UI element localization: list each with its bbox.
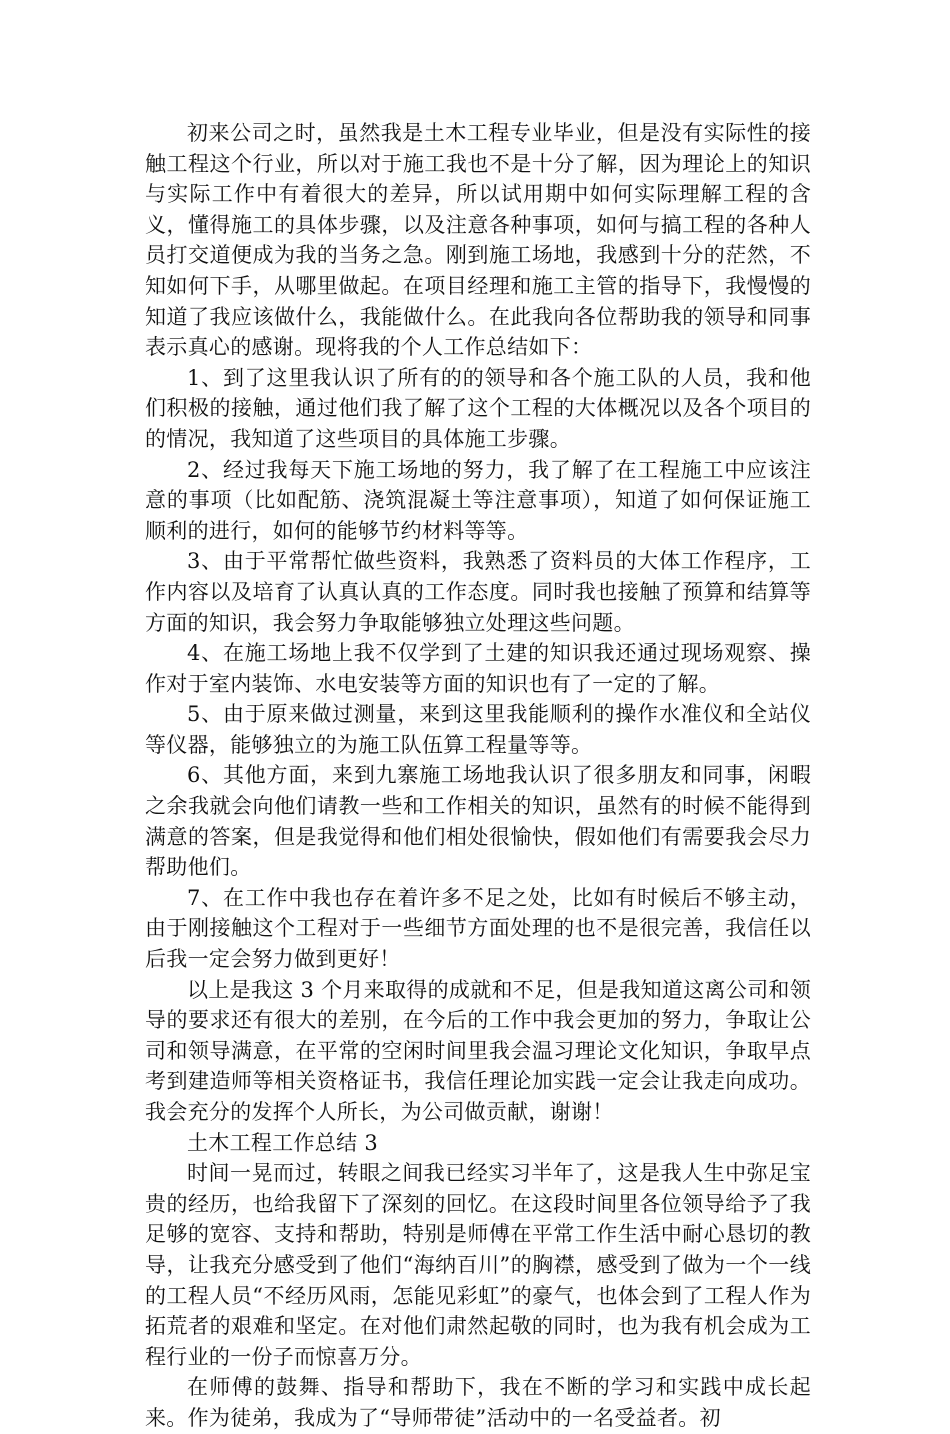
section-paragraph-1: 时间一晃而过，转眼之间我已经实习半年了，这是我人生中弥足宝贵的经历，也给我留下了深刻的回忆。在这段时间里各位领导给予了我足够的宽容、支持和帮助，特别是师傅在平常工作生活中耐心恳切的教导，让我充分感受到了他们“海纳百川”的胸襟，感受到了做为一个一线的工程人员“不经历风雨，怎能见彩虹”的豪气，也体会到了工程人作为拓荒者的艰难和坚定。在对他们肃然起敬的同时，也为我有机会成为工程行业的一份子而惊喜万分。 [145, 1161, 811, 1369]
summary-item-5: 5、由于原来做过测量，来到这里我能顺利的操作水准仪和全站仪等仪器，能够独立的为施工队伍算工程量等等。 [145, 702, 811, 757]
section-heading: 土木工程工作总结 3 [187, 1130, 379, 1155]
summary-item-4: 4、在施工场地上我不仅学到了土建的知识我还通过现场观察、操作对于室内装饰、水电安装等方面的知识也有了一定的了解。 [145, 641, 811, 696]
document-page [145, 118, 811, 1434]
intro-paragraph: 初来公司之时，虽然我是土木工程专业毕业，但是没有实际性的接触工程这个行业，所以对于施工我也不是十分了解，因为理论上的知识与实际工作中有着很大的差异，所以试用期中如何实际理解工程的含义，懂得施工的具体步骤，以及注意各种事项，如何与搞工程的各种人员打交道便成为我的当务之急。刚到施工场地，我感到十分的茫然，不知如何下手，从哪里做起。在项目经理和施工主管的指导下，我慢慢的知道了我应该做什么，我能做什么。在此我向各位帮助我的领导和同事表示真心的感谢。现将我的个人工作总结如下： [145, 121, 811, 360]
section-paragraph-2: 在师傅的鼓舞、指导和帮助下，我在不断的学习和实践中成长起来。作为徒弟，我成为了“导师带徒”活动中的一名受益者。初 [145, 1375, 811, 1430]
summary-item-1: 1、到了这里我认识了所有的的领导和各个施工队的人员，我和他们积极的接触，通过他们我了解了这个工程的大体概况以及各个项目的的情况，我知道了这些项目的具体施工步骤。 [145, 365, 811, 451]
conclusion-paragraph: 以上是我这 3 个月来取得的成就和不足，但是我知道这离公司和领导的要求还有很大的差别，在今后的工作中我会更加的努力，争取让公司和领导满意，在平常的空闲时间里我会温习理论文化知识，争取早点考到建造师等相关资格证书，我信任理论加实践一定会让我走向成功。我会充分的发挥个人所长，为公司做贡献，谢谢！ [145, 977, 812, 1124]
summary-item-3: 3、由于平常帮忙做些资料，我熟悉了资料员的大体工作程序，工作内容以及培育了认真认真的工作态度。同时我也接触了预算和结算等方面的知识，我会努力争取能够独立处理这些问题。 [145, 549, 811, 635]
summary-item-7: 7、在工作中我也存在着许多不足之处，比如有时候后不够主动，由于刚接触这个工程对于一些细节方面处理的也不是很完善，我信任以后我一定会努力做到更好！ [145, 885, 811, 972]
summary-item-2: 2、经过我每天下施工场地的努力，我了解了在工程施工中应该注意的事项（比如配筋、浇筑混凝土等注意事项），知道了如何保证施工顺利的进行，如何的能够节约材料等等。 [145, 457, 811, 543]
summary-item-6: 6、其他方面，来到九寨施工场地我认识了很多朋友和同事，闲暇之余我就会向他们请教一些和工作相关的知识，虽然有的时候不能得到满意的答案，但是我觉得和他们相处很愉快，假如他们有需要我会尽力帮助他们。 [145, 763, 811, 880]
